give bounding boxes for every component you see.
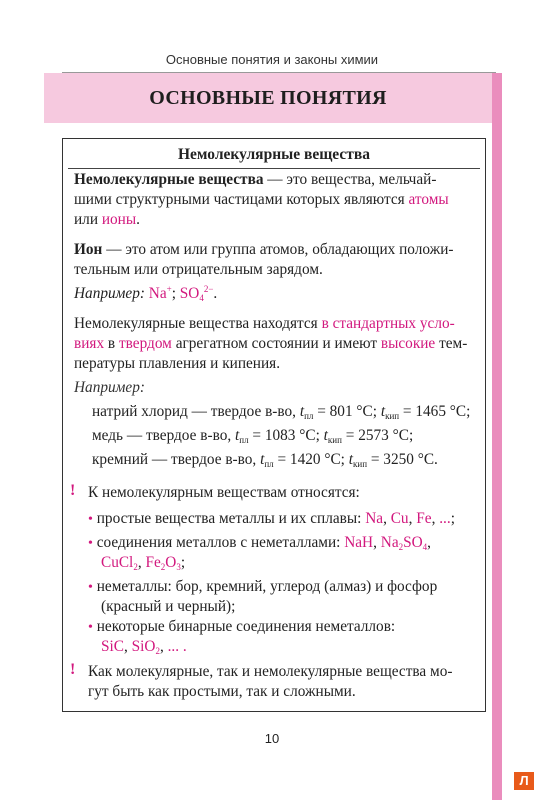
bullet-binary: • некоторые бинарные соединения неметаллов: <box>88 618 396 635</box>
note1-mark: ! <box>70 482 76 499</box>
para-line3: пературы плавления и кипения. <box>74 355 281 372</box>
example-row-nacl: натрий хлорид — твердое в-во, $t_{пл} = 801$ °C; $t_{кип} = 1465$ °C; <box>92 403 471 421</box>
note2-line2: гут быть как простыми, так и сложными. <box>88 683 356 700</box>
example-row-si: кремний — твердое в-во, $t_{пл} = 1420$ °C; $t_{кип} = 3250$ °C. <box>92 451 438 469</box>
side-tab <box>492 73 502 800</box>
def1-line3: или ионы. <box>74 211 140 228</box>
example2-label: Например: <box>74 379 145 396</box>
bullet-compounds-cont: CuCl$_2$, $Fe_2O_3$; <box>101 554 186 572</box>
bullet-nonmetals-cont: (красный и черный); <box>101 598 236 615</box>
term-atoms: атомы <box>408 191 449 208</box>
def1-line1: Немолекулярные вещества — это вещества, мельчай- <box>74 171 437 188</box>
box-title: Немолекулярные вещества <box>178 146 370 163</box>
def1-line2: шими структурными частицами которых являются атомы <box>74 191 449 208</box>
running-head: Основные понятия и законы химии <box>165 52 379 67</box>
term-ions: ионы <box>101 211 137 228</box>
para-line2: виях в твердом агрегатном состоянии и имеют высокие тем- <box>74 335 468 352</box>
example1: Например: Na+; $SO_4^{2-}$. <box>74 284 218 303</box>
publisher-logo: Л <box>514 772 534 790</box>
def2-line1: Ион — это атом или группа атомов, обладающих положи- <box>74 241 454 258</box>
bullet-nonmetals: • неметаллы: бор, кремний, углерод (алмаз) и фосфор <box>88 578 438 595</box>
bullet-compounds: • соединения металлов с неметаллами: NaH, $Na_2SO_4$, <box>88 534 431 552</box>
note1-text: К немолекулярным веществам относятся: <box>88 484 360 501</box>
page-number: 10 <box>264 731 280 746</box>
example-row-cu: медь — твердое в-во, $t_{пл} = 1083$ °C; $t_{кип} = 2573$ °C; <box>92 427 414 445</box>
note2-line1: Как молекулярные, так и немолекулярные вещества мо- <box>88 663 453 680</box>
bullet-binary-cont: SiC, SiO$_2$, ... . <box>101 638 187 656</box>
para-line1: Немолекулярные вещества находятся в стандартных усло- <box>74 315 455 332</box>
note2-mark: ! <box>70 661 76 678</box>
def2-line2: тельным или отрицательным зарядом. <box>74 261 323 278</box>
box-title-rule <box>68 168 480 169</box>
bullet-metals: • простые вещества металлы и их сплавы: Na, Cu, Fe, ...; <box>88 510 455 527</box>
page-title: ОСНОВНЫЕ ПОНЯТИЯ <box>149 87 387 109</box>
